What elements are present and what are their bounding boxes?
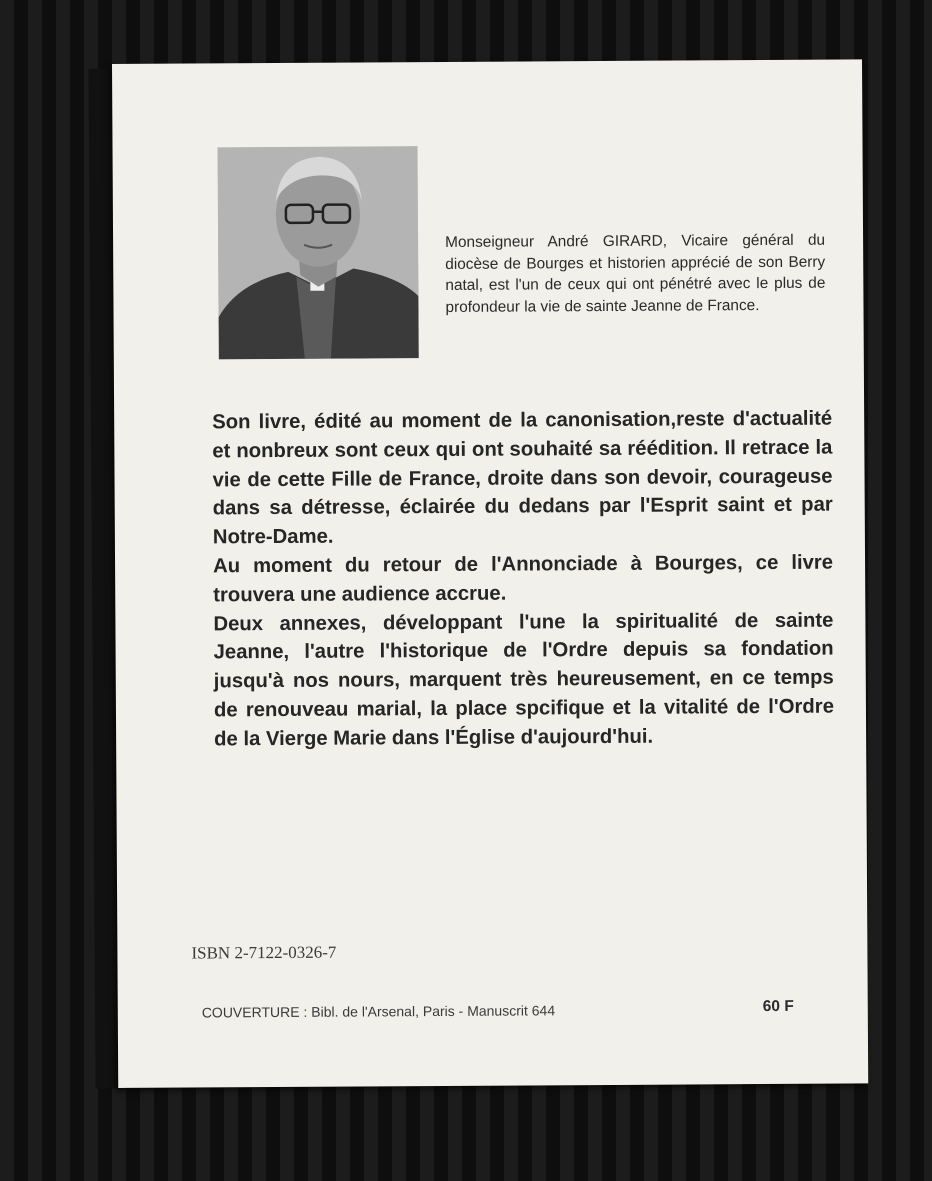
author-caption: Monseigneur André GIRARD, Vicaire général du diocèse de Bourges et historien apprécié de son Berry natal, est l'un de ceux qui ont pénétré avec le plus de profondeur la vie de sainte Jeanne de France. — [445, 231, 826, 316]
book-back-cover — [112, 59, 868, 1088]
description-paragraph: Son livre, édité au moment de la canonisation,reste d'actualité et nonbreux sont ceux qui ont souhaité sa réédition. Il retrace la vie de cette Fille de France, droite dans son devoir, courageuse dans sa détresse, éclairée du dedans par l'Esprit saint et par Notre-Dame. — [212, 407, 833, 549]
author-photo — [218, 146, 419, 359]
isbn-number: ISBN 2-7122-0326-7 — [191, 942, 337, 963]
cover-credit: COUVERTURE : Bibl. de l'Arsenal, Paris - Manuscrit 644 — [201, 1002, 556, 1021]
description-paragraph: Au moment du retour de l'Annonciade à Bourges, ce livre trouvera une audience accrue. — [213, 551, 834, 607]
book-description — [212, 405, 834, 754]
price-label: 60 F — [762, 997, 794, 1016]
description-paragraph: Deux annexes, développant l'une la spiritualité de sainte Jeanne, l'autre l'historique de l'Ordre depuis sa fondation jusqu'à nos nours, marquent très heureusement, en ce temps de renouveau marial, la place spcifique et la vitalité de l'Ordre de la Vierge Marie dans l'Église d'aujourd'hui. — [213, 609, 835, 751]
